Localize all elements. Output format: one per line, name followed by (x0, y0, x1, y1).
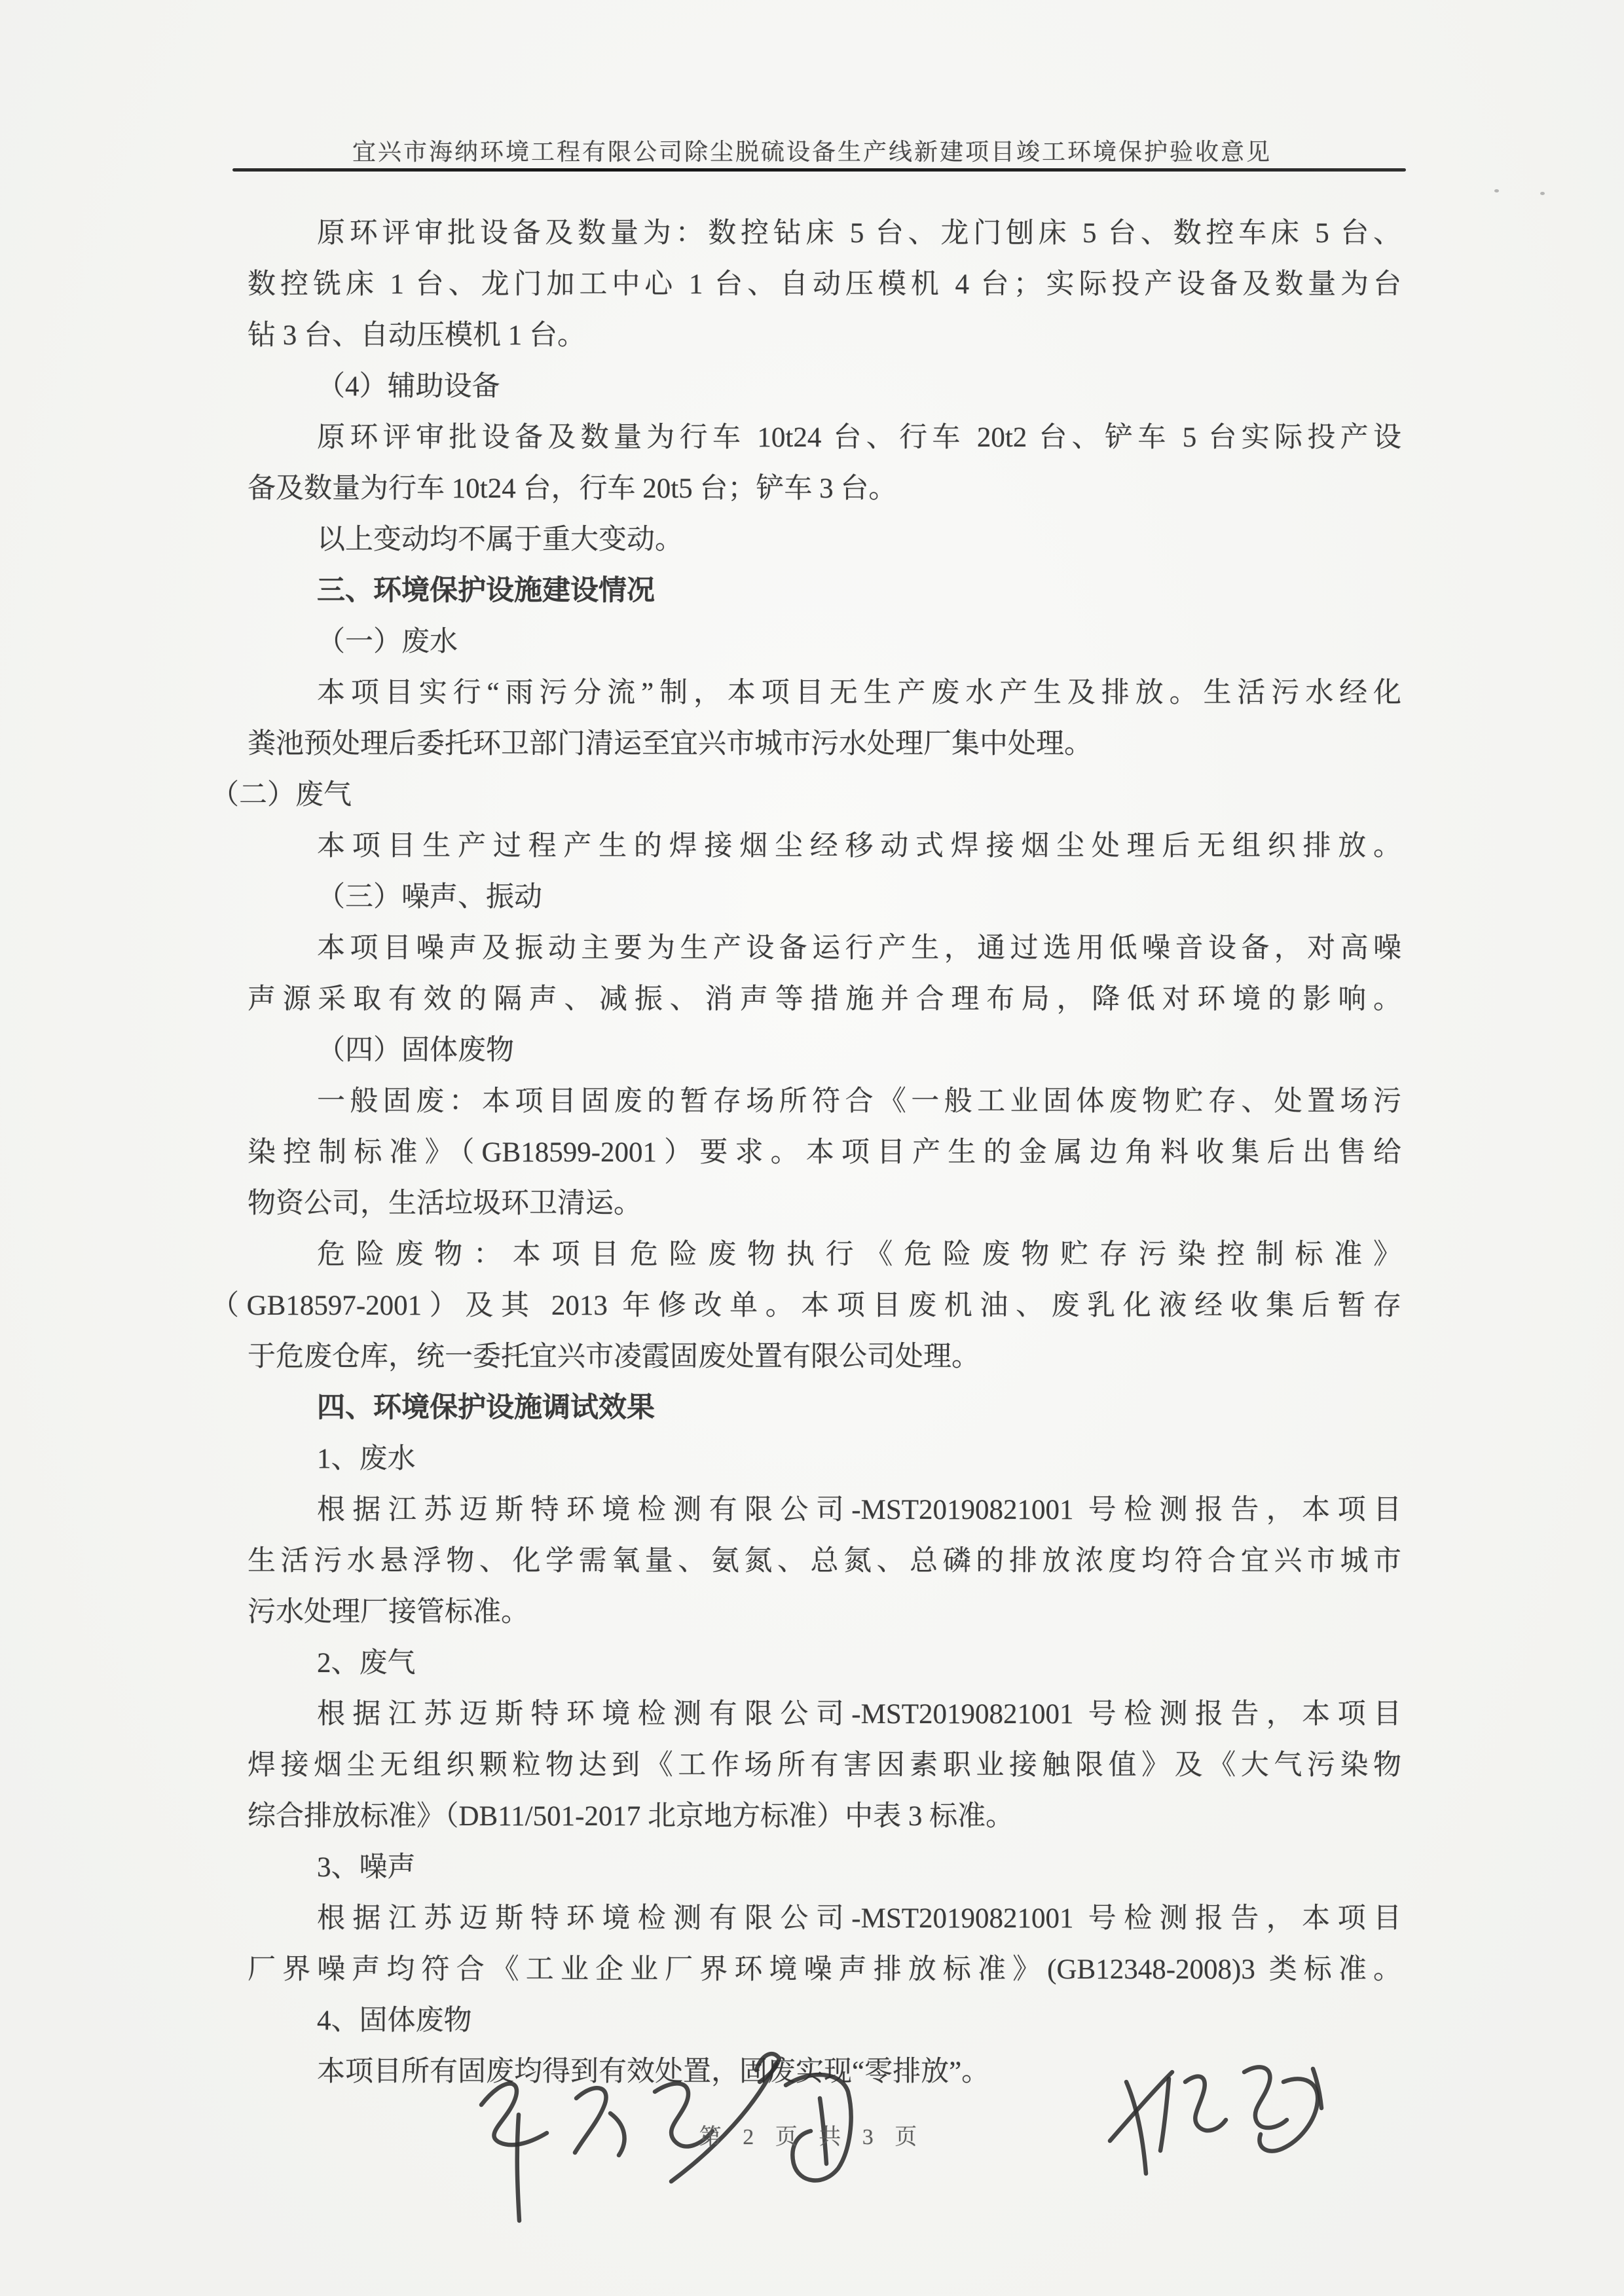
page-number-footer: 第 2 页 共 3 页 (699, 2125, 925, 2149)
body-line: 综合排放标准》（DB11/501-2017 北京地方标准）中表 3 标准。 (248, 1801, 1014, 1832)
subsection-heading: （4）辅助设备 (317, 371, 500, 402)
body-line: 声源采取有效的隔声、减振、消声等措施并合理布局，降低对环境的影响。 (248, 984, 1401, 1015)
body-line: 焊接烟尘无组织颗粒物达到《工作场所有害因素职业接触限值》及《大气污染物 (248, 1750, 1401, 1781)
body-line: 本项目所有固废均得到有效处置，固废实现“零排放”。 (317, 2056, 990, 2087)
section-heading: 四、环境保护设施调试效果 (317, 1393, 655, 1423)
body-line: 根据江苏迈斯特环境检测有限公司-MST20190821001 号检测报告，本项目 (317, 1903, 1401, 1934)
body-line: 粪池预处理后委托环卫部门清运至宜兴市城市污水处理厂集中处理。 (248, 729, 1092, 759)
body-line: 染控制标准》（GB18599-2001）要求。本项目产生的金属边角料收集后出售给 (248, 1137, 1401, 1168)
body-line: 污水处理厂接管标准。 (248, 1597, 529, 1628)
subsection-heading: （三）噪声、振动 (317, 882, 542, 913)
body-line: 危险废物：本项目危险废物执行《危险废物贮存污染控制标准》 (317, 1239, 1401, 1270)
body-line: 本项目噪声及振动主要为生产设备运行产生，通过选用低噪音设备，对高噪 (317, 933, 1401, 964)
subsection-heading: 3、噪声 (317, 1852, 416, 1883)
body-line: 原环评审批设备及数量为：数控钻床 5 台、龙门刨床 5 台、数控车床 5 台、 (317, 218, 1401, 249)
body-line: 本项目生产过程产生的焊接烟尘经移动式焊接烟尘处理后无组织排放。 (317, 831, 1401, 862)
subsection-heading: 1、废水 (317, 1444, 416, 1474)
body-line: 于危废仓库，统一委托宜兴市凌霞固废处置有限公司处理。 (248, 1341, 980, 1372)
body-line: 生活污水悬浮物、化学需氧量、氨氮、总氮、总磷的排放浓度均符合宜兴市城市 (248, 1546, 1401, 1576)
body-line: 原环评审批设备及数量为行车 10t24 台、行车 20t2 台、铲车 5 台实际投产设 (317, 422, 1401, 453)
subsection-heading: （一）废水 (317, 627, 458, 657)
subsection-heading: 4、固体废物 (317, 2005, 472, 2036)
section-heading: 三、环境保护设施建设情况 (317, 575, 655, 606)
body-line: 钻 3 台、自动压模机 1 台。 (248, 320, 585, 351)
body-line: 根据江苏迈斯特环境检测有限公司-MST20190821001 号检测报告，本项目 (317, 1699, 1401, 1730)
header-divider-rule (232, 168, 1406, 172)
body-line: 一般固废：本项目固废的暂存场所符合《一般工业固体废物贮存、处置场污 (317, 1086, 1401, 1117)
body-line: 本项目实行“雨污分流”制，本项目无生产废水产生及排放。生活污水经化 (317, 678, 1401, 708)
body-line: 厂界噪声均符合《工业企业厂界环境噪声排放标准》(GB12348-2008)3 类标准。 (248, 1954, 1401, 1985)
body-line: 根据江苏迈斯特环境检测有限公司-MST20190821001 号检测报告，本项目 (317, 1495, 1401, 1525)
body-line: 备及数量为行车 10t24 台，行车 20t5 台；铲车 3 台。 (248, 473, 897, 504)
page-header-title: 宜兴市海纳环境工程有限公司除尘脱硫设备生产线新建项目竣工环境保护验收意见 (352, 139, 1272, 165)
subsection-heading: 2、废气 (317, 1648, 416, 1679)
subsection-heading: （四）固体废物 (317, 1035, 514, 1066)
body-line: 物资公司，生活垃圾环卫清运。 (248, 1188, 642, 1219)
document-body (211, 208, 1401, 2098)
body-line: 数控铣床 1 台、龙门加工中心 1 台、自动压模机 4 台；实际投产设备及数量为台 (248, 269, 1401, 300)
body-line: （GB18597-2001）及其 2013 年修改单。本项目废机油、废乳化液经收集后暂存 (211, 1290, 1401, 1321)
scan-speck (1494, 189, 1499, 192)
body-line: 以上变动均不属于重大变动。 (317, 524, 683, 555)
subsection-heading: （二）废气 (211, 780, 352, 811)
scan-speck (1540, 192, 1545, 195)
